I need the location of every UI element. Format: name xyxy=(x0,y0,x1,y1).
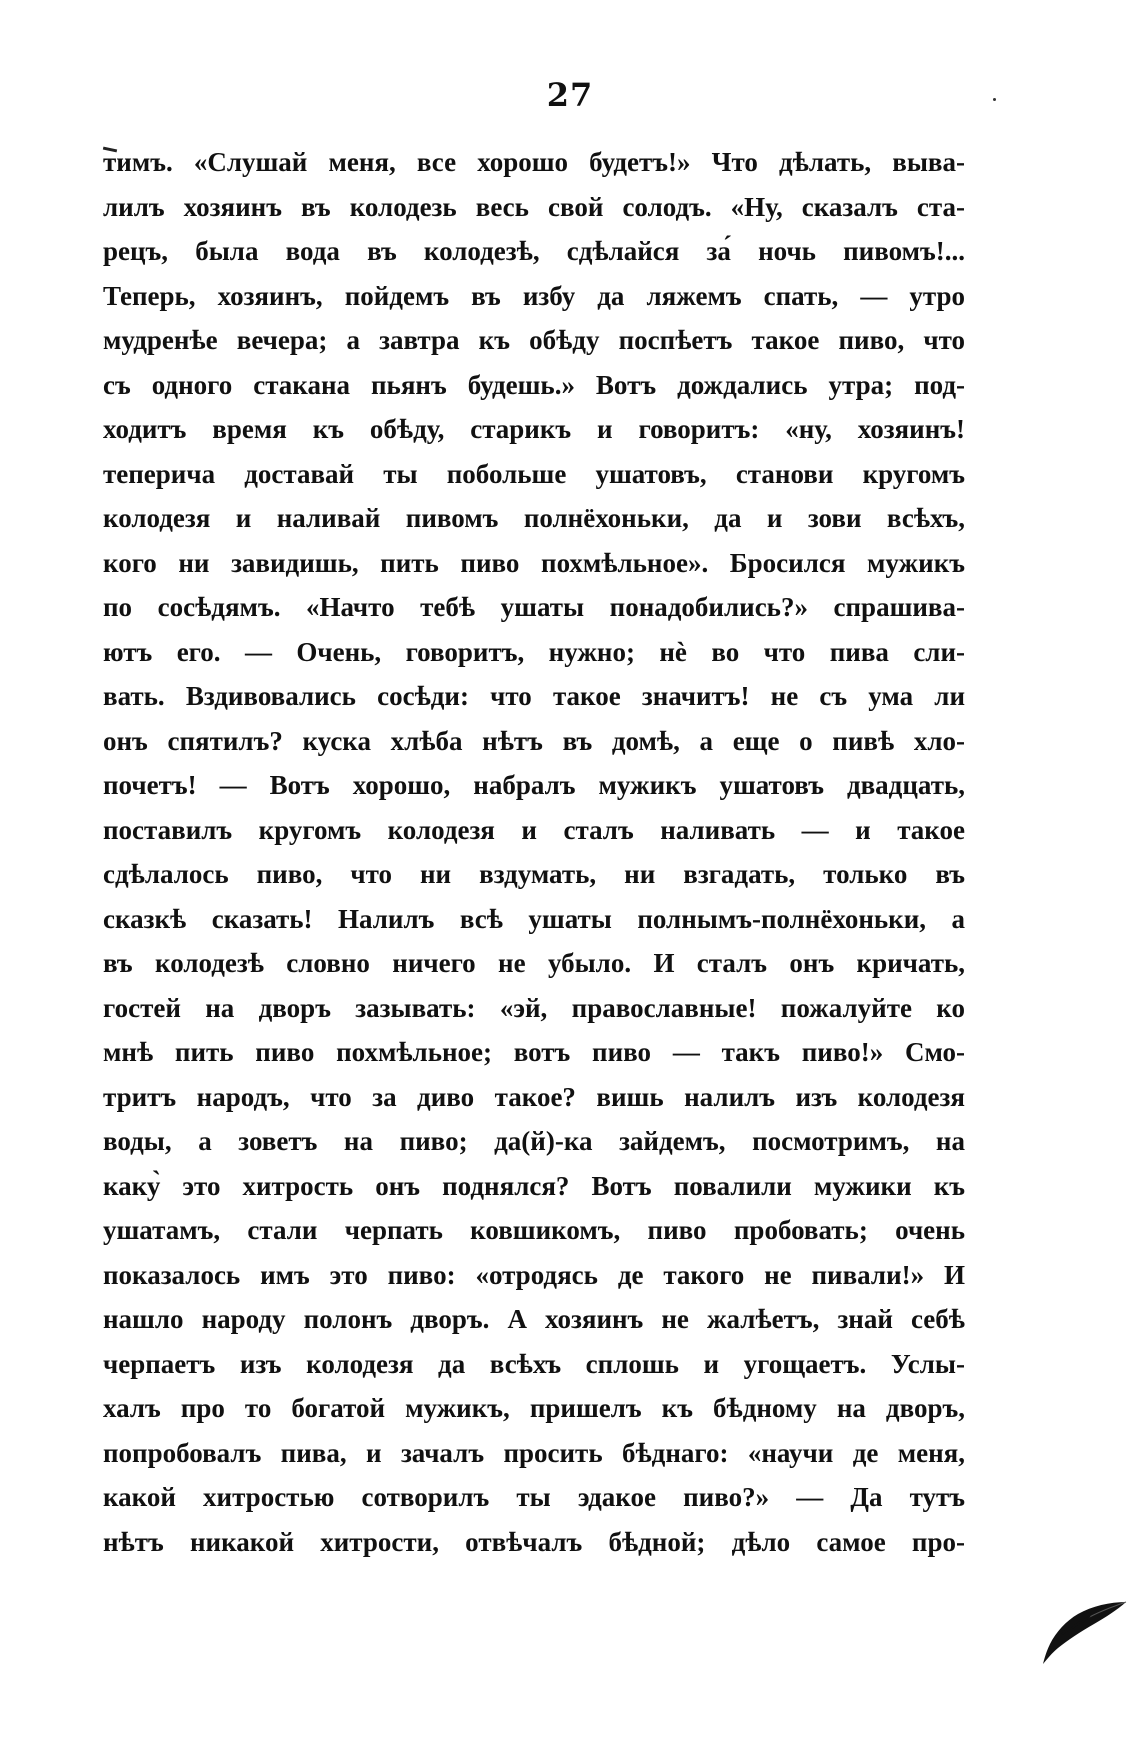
text-line: гостей на дворъ зазывать: «эй, православные! пожалуйте ко xyxy=(103,992,965,1023)
text-line: какой хитростью сотворилъ ты эдакое пиво?» — Да тутъ xyxy=(103,1482,965,1512)
text-line: сказкѣ сказать! Налилъ всѣ ушаты полнымъ-полнёхоньки, а xyxy=(103,903,965,934)
text-line: сдѣлалось пиво, что ни вздумать, ни взгадать, только въ xyxy=(103,859,965,889)
text-line: ютъ его. — Очень, говоритъ, нужно; нѐ во что пива сли- xyxy=(103,636,965,667)
text-line: съ одного стакана пьянъ будешь.» Вотъ дождались утра; под- xyxy=(103,369,965,400)
text-line: теперича доставай ты побольше ушатовъ, станови кругомъ xyxy=(103,458,965,489)
text-line: Теперь, хозяинъ, пойдемъ въ избу да ляжемъ спать, — утро xyxy=(103,280,965,311)
text-line: въ колодезѣ словно ничего не убыло. И сталъ онъ кричать, xyxy=(103,948,965,978)
text-line: воды, а зоветъ на пиво; да(й)-ка зайдемъ, посмотримъ, на xyxy=(103,1126,965,1156)
text-line: каку̀ это хитрость онъ поднялся? Вотъ повалили мужики къ xyxy=(103,1170,965,1201)
text-line: рецъ, была вода въ колодезѣ, сдѣлайся за́ ночь пивомъ!... xyxy=(103,236,965,266)
text-line: попробовалъ пива, и зачалъ просить бѣднаго: «научи де меня, xyxy=(103,1437,965,1468)
text-line: почетъ! — Вотъ хорошо, набралъ мужикъ ушатовъ двадцать, xyxy=(103,770,965,800)
text-line: нѣтъ никакой хитрости, отвѣчалъ бѣдной; дѣло самое про- xyxy=(103,1526,965,1557)
text-line: тимъ. «Слушай меня, все хорошо будетъ!» Что дѣлать, выва- xyxy=(103,147,965,177)
text-line: мнѣ пить пиво похмѣльное; вотъ пиво — такъ пиво!» Смо- xyxy=(103,1037,965,1067)
page-number: 27 xyxy=(546,76,594,114)
text-line: тритъ народъ, что за диво такое? вишь налилъ изъ колодезя xyxy=(103,1081,965,1112)
text-line: ушатамъ, стали черпать ковшикомъ, пиво пробовать; очень xyxy=(103,1215,965,1245)
text-line: лилъ хозяинъ въ колодезь весь свой солодъ. «Ну, сказалъ ста- xyxy=(103,191,965,222)
quill-icon xyxy=(1040,1598,1128,1668)
text-line: поставилъ кругомъ колодезя и сталъ наливать — и такое xyxy=(103,814,965,845)
text-line: вать. Вздивовались сосѣди: что такое значитъ! не съ ума ли xyxy=(103,681,965,711)
text-line: черпаетъ изъ колодезя да всѣхъ сплошь и угощаетъ. Услы- xyxy=(103,1348,965,1379)
text-line: колодезя и наливай пивомъ полнёхоньки, да и зови всѣхъ, xyxy=(103,503,965,533)
body-text xyxy=(103,140,965,1564)
margin-dot xyxy=(993,98,996,101)
text-line: нашло народу полонъ дворъ. А хозяинъ не жалѣетъ, знай себѣ xyxy=(103,1304,965,1334)
text-line: халъ про то богатой мужикъ, пришелъ къ бѣдному на дворъ, xyxy=(103,1393,965,1423)
text-line: ходитъ время къ обѣду, старикъ и говоритъ: «ну, хозяинъ! xyxy=(103,414,965,444)
text-line: мудренѣе вечера; а завтра къ обѣду поспѣетъ такое пиво, что xyxy=(103,325,965,355)
text-line: по сосѣдямъ. «Начто тебѣ ушаты понадобились?» спрашива- xyxy=(103,592,965,622)
text-line: онъ спятилъ? куска хлѣба нѣтъ въ домѣ, а еще о пивѣ хло- xyxy=(103,725,965,756)
text-line: кого ни завидишь, пить пиво похмѣльное». Бросился мужикъ xyxy=(103,547,965,578)
text-line: показалось имъ это пиво: «отродясь де такого не пивали!» И xyxy=(103,1259,965,1290)
